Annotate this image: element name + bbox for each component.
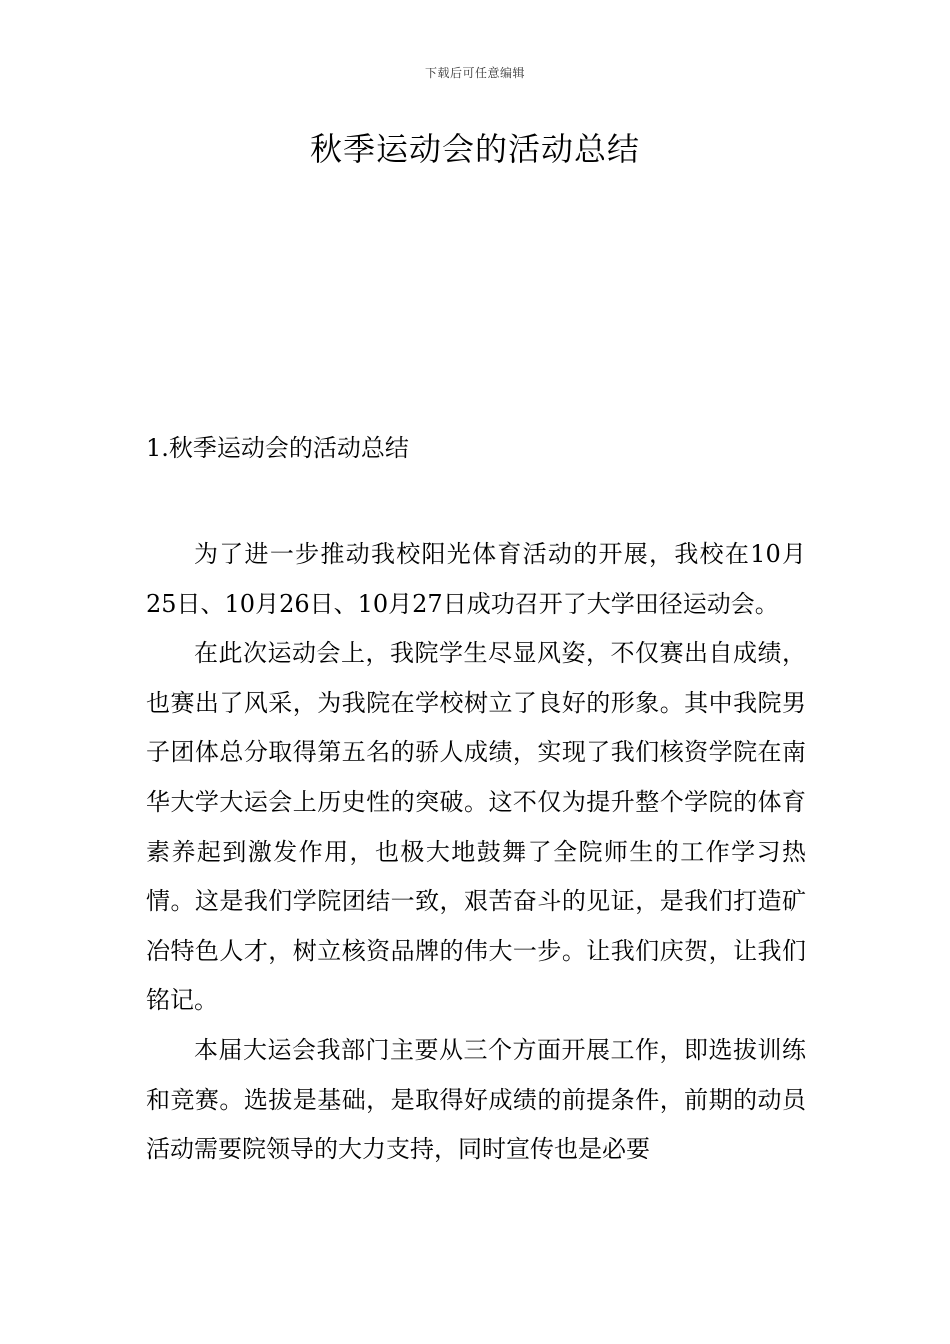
paragraph-2: 在此次运动会上，我院学生尽显风姿，不仅赛出自成绩，也赛出了风采，为我院在学校树立了良好的形象。其中我院男子团体总分取得第五名的骄人成绩，实现了我们核资学院在南华大学大运会上历史性的突破。这不仅为提升整个学院的体育素养起到激发作用，也极大地鼓舞了全院师生的工作学习热情。这是我们学院团结一致，艰苦奋斗的见证，是我们打造矿冶特色人才，树立核资品牌的伟大一步。让我们庆贺，让我们铭记。: [146, 639, 806, 1015]
header-note: 下载后可任意编辑: [424, 66, 525, 80]
document-body: [146, 530, 806, 1175]
paragraph-3: 本届大运会我部门主要从三个方面开展工作，即选拔训练和竞赛。选拔是基础，是取得好成绩的前提条件，前期的动员活动需要院领导的大力支持，同时宣传也是必要: [146, 1035, 806, 1164]
section-heading: 1.秋季运动会的活动总结: [146, 434, 409, 462]
paragraph-1: 为了进一步推动我校阳光体育活动的开展，我校在10月25日、10月26日、10月27日成功召开了大学田径运动会。: [146, 540, 806, 618]
document-title: 秋季运动会的活动总结: [309, 130, 640, 168]
